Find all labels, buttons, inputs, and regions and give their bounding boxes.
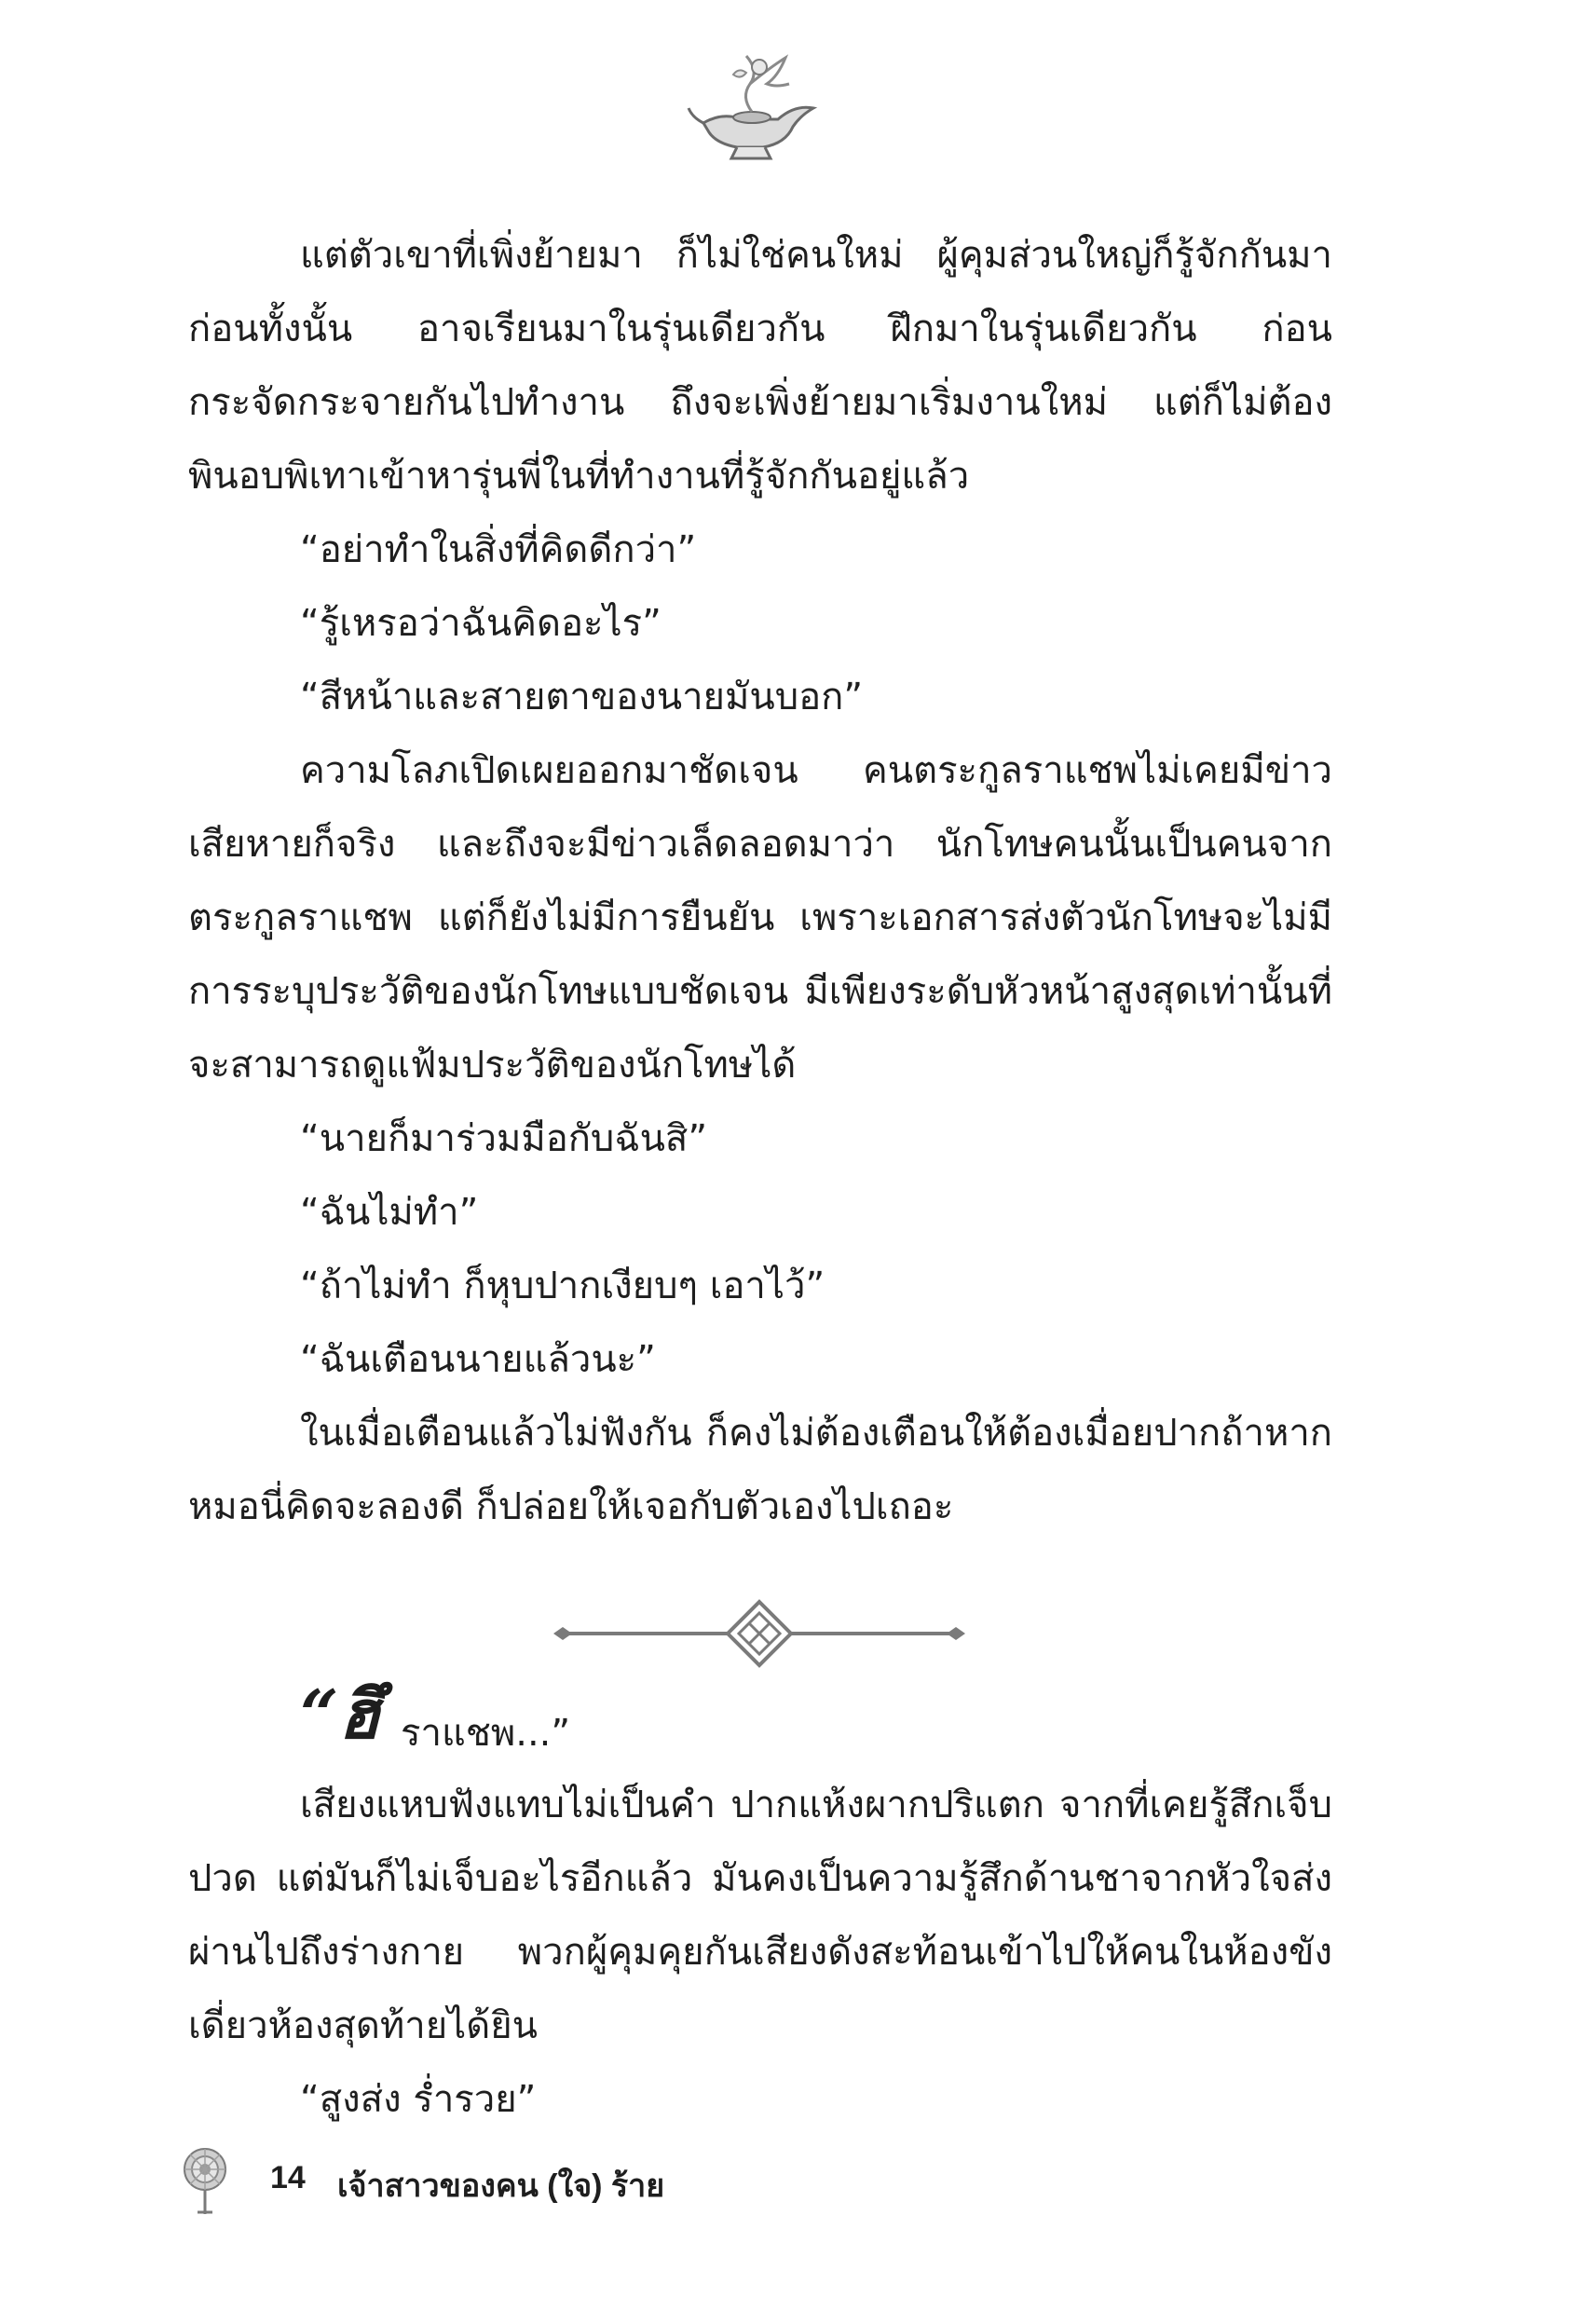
dialogue-line: “นายก็มาร่วมมือกับฉันสิ”	[300, 1117, 708, 1160]
body-text-section-1	[188, 219, 1332, 1544]
dialogue-line: “ถ้าไม่ทำ ก็หุบปากเงียบๆ เอาไว้”	[300, 1265, 825, 1307]
dialogue-line: “รู้เหรอว่าฉันคิดอะไร”	[300, 602, 662, 645]
opening-line	[188, 1668, 1332, 1769]
opening-line-rest: ราแชพ...”	[401, 1712, 571, 1755]
body-text-section-2	[188, 1668, 1332, 2137]
genie-lamp-icon	[685, 47, 825, 168]
flower-emblem-icon	[177, 2143, 233, 2218]
dialogue-line: “ฉันเตือนนายแล้วนะ”	[300, 1338, 656, 1381]
dialogue-line: “สูงส่ง ร่ำรวย”	[300, 2078, 537, 2121]
paragraph: ความโลภเปิดเผยออกมาชัดเจน คนตระกูลราแชพไม่เคยมีข่าวเสียหายก็จริง และถึงจะมีข่าวเล็ดลอดมาว่า นักโทษคนนั้นเป็นคนจากตระกูลราแชพ แต่ก็ยังไม่มีการยืนยัน เพราะเอกสารส่งตัวนักโทษจะไม่มีการระบุประวัติของนักโทษแบบชัดเจน มีเพียงระดับหัวหน้าสูงสุดเท่านั้นที่จะสามารถดูแฟ้มประวัติของนักโทษได้	[188, 749, 1332, 1087]
paragraph: เสียงแหบฟังแทบไม่เป็นคำ ปากแห้งผากปริแตก จากที่เคยรู้สึกเจ็บปวด แต่มันก็ไม่เจ็บอะไรอีกแล้ว มันคงเป็นความรู้สึกด้านชาจากหัวใจส่งผ่านไปถึงร่างกาย พวกผู้คุมคุยกันเสียงดังสะท้อนเข้าไปให้คนในห้องขังเดี่ยวห้องสุดท้ายได้ยิน	[188, 1784, 1332, 2047]
paragraph: แต่ตัวเขาที่เพิ่งย้ายมา ก็ไม่ใช่คนใหม่ ผู้คุมส่วนใหญ่ก็รู้จักกันมาก่อนทั้งนั้น อาจเรียนมาในรุ่นเดียวกัน ฝึกมาในรุ่นเดียวกัน ก่อนกระจัดกระจายกันไปทำงาน ถึงจะเพิ่งย้ายมาเริ่มงานใหม่ แต่ก็ไม่ต้องพินอบพิเทาเข้าหารุ่นพี่ในที่ทำงานที่รู้จักกันอยู่แล้ว	[188, 234, 1332, 498]
drop-word: “ฮึ	[300, 1675, 380, 1754]
dialogue-line: “สีหน้าและสายตาของนายมันบอก”	[300, 676, 864, 718]
paragraph: ในเมื่อเตือนแล้วไม่ฟังกัน ก็คงไม่ต้องเตือนให้ต้องเมื่อยปากถ้าหากหมอนี่คิดจะลองดี ก็ปล่อยให้เจอกับตัวเองไปเถอะ	[188, 1412, 1332, 1528]
dialogue-line: “ฉันไม่ทำ”	[300, 1191, 479, 1234]
book-title: เจ้าสาวของคน (ใจ) ร้าย	[337, 2168, 665, 2204]
page-footer	[177, 2143, 1016, 2218]
page-number: 14	[270, 2160, 306, 2195]
dialogue-line: “อย่าทำในสิ่งที่คิดดีกว่า”	[300, 528, 697, 571]
section-divider-ornament	[550, 1598, 969, 1669]
